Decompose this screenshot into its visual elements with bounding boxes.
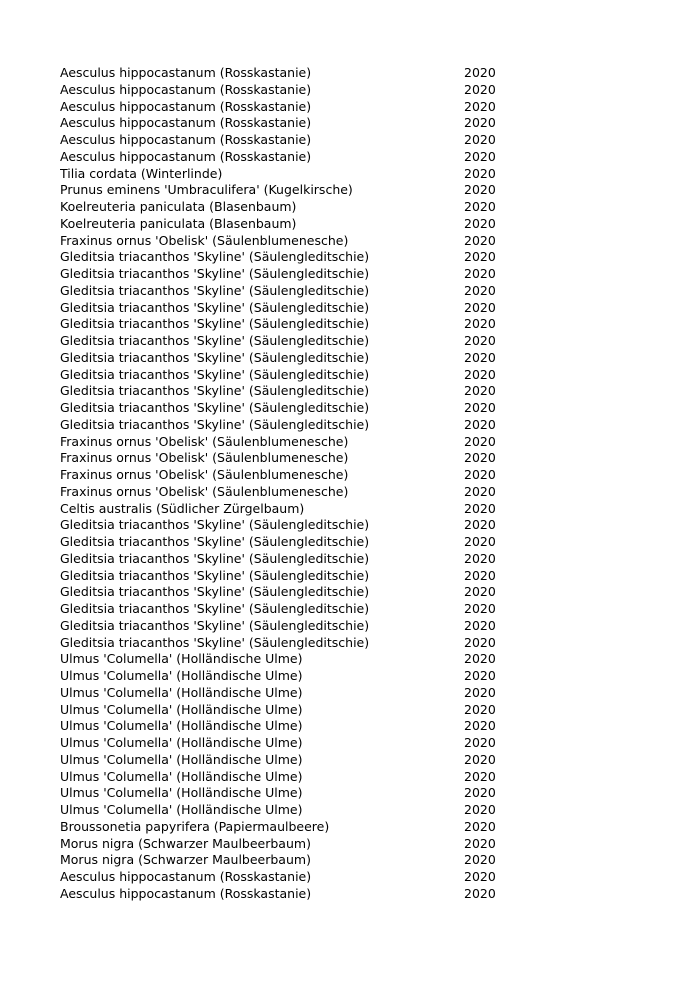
planting-year-cell: 2020 <box>464 584 496 600</box>
planting-year-cell: 2020 <box>464 517 496 533</box>
table-row <box>60 517 520 534</box>
table-row <box>60 316 520 333</box>
planting-year-cell: 2020 <box>464 550 496 566</box>
planting-year-cell: 2020 <box>464 483 496 499</box>
table-row <box>60 166 520 183</box>
table-row <box>60 417 520 434</box>
tree-species-cell: Broussonetia papyrifera (Papiermaulbeere) <box>60 818 330 834</box>
planting-year-cell: 2020 <box>464 450 496 466</box>
tree-species-cell: Aesculus hippocastanum (Rosskastanie) <box>60 98 312 114</box>
tree-species-cell: Gleditsia triacanthos 'Skyline' (Säulengleditschie) <box>60 567 370 583</box>
tree-species-cell: Prunus eminens 'Umbraculifera' (Kugelkirsche) <box>60 182 353 198</box>
table-row <box>60 383 520 400</box>
tree-species-cell: Ulmus 'Columella' (Holländische Ulme) <box>60 718 303 734</box>
planting-year-cell: 2020 <box>464 333 496 348</box>
planting-year-cell: 2020 <box>464 282 496 298</box>
planting-year-cell: 2020 <box>464 534 496 549</box>
planting-year-cell: 2020 <box>464 433 496 449</box>
table-row <box>60 836 520 853</box>
planting-year-cell: 2020 <box>464 199 496 214</box>
table-row <box>60 149 520 166</box>
tree-species-cell: Fraxinus ornus 'Obelisk' (Säulenblumenesche) <box>60 433 349 449</box>
tree-species-cell: Ulmus 'Columella' (Holländische Ulme) <box>60 785 303 801</box>
table-row <box>60 685 520 702</box>
tree-species-cell: Aesculus hippocastanum (Rosskastanie) <box>60 115 312 131</box>
tree-species-cell: Tilia cordata (Winterlinde) <box>60 165 223 181</box>
table-row <box>60 819 520 836</box>
table-row <box>60 534 520 551</box>
tree-species-cell: Gleditsia triacanthos 'Skyline' (Säulengleditschie) <box>60 400 370 415</box>
tree-species-cell: Gleditsia triacanthos 'Skyline' (Säulengleditschie) <box>60 601 370 616</box>
tree-species-cell: Gleditsia triacanthos 'Skyline' (Säulengleditschie) <box>60 416 370 432</box>
tree-species-cell: Gleditsia triacanthos 'Skyline' (Säulengleditschie) <box>60 550 370 566</box>
planting-year-cell: 2020 <box>464 601 496 616</box>
table-row <box>60 568 520 585</box>
planting-year-cell: 2020 <box>464 835 496 851</box>
tree-species-cell: Gleditsia triacanthos 'Skyline' (Säulengleditschie) <box>60 266 370 281</box>
planting-year-cell: 2020 <box>464 768 496 784</box>
tree-species-cell: Gleditsia triacanthos 'Skyline' (Säulengleditschie) <box>60 349 370 365</box>
tree-species-cell: Gleditsia triacanthos 'Skyline' (Säulengleditschie) <box>60 299 370 315</box>
tree-species-cell: Gleditsia triacanthos 'Skyline' (Säulengleditschie) <box>60 366 370 382</box>
planting-year-cell: 2020 <box>464 266 496 281</box>
planting-year-cell: 2020 <box>464 383 496 399</box>
planting-year-cell: 2020 <box>464 366 496 382</box>
tree-species-cell: Fraxinus ornus 'Obelisk' (Säulenblumenesche) <box>60 483 349 499</box>
table-row <box>60 886 520 903</box>
table-row <box>60 199 520 216</box>
tree-species-cell: Aesculus hippocastanum (Rosskastanie) <box>60 869 312 884</box>
table-row <box>60 266 520 283</box>
planting-year-cell: 2020 <box>464 785 496 801</box>
planting-year-cell: 2020 <box>464 617 496 633</box>
tree-species-cell: Ulmus 'Columella' (Holländische Ulme) <box>60 751 303 767</box>
table-row <box>60 132 520 149</box>
planting-year-cell: 2020 <box>464 249 496 265</box>
planting-year-cell: 2020 <box>464 65 496 80</box>
tree-species-cell: Ulmus 'Columella' (Holländische Ulme) <box>60 651 303 667</box>
planting-year-cell: 2020 <box>464 567 496 583</box>
planting-year-cell: 2020 <box>464 467 496 482</box>
tree-species-cell: Ulmus 'Columella' (Holländische Ulme) <box>60 668 303 683</box>
table-row <box>60 115 520 132</box>
tree-species-cell: Gleditsia triacanthos 'Skyline' (Säulengleditschie) <box>60 617 370 633</box>
planting-year-cell: 2020 <box>464 299 496 315</box>
table-row <box>60 869 520 886</box>
table-row <box>60 216 520 233</box>
tree-species-cell: Aesculus hippocastanum (Rosskastanie) <box>60 885 312 901</box>
table-row <box>60 551 520 568</box>
tree-species-cell: Gleditsia triacanthos 'Skyline' (Säulengleditschie) <box>60 282 370 298</box>
planting-year-cell: 2020 <box>464 416 496 432</box>
tree-species-cell: Gleditsia triacanthos 'Skyline' (Säulengleditschie) <box>60 383 370 399</box>
planting-year-cell: 2020 <box>464 98 496 114</box>
table-row <box>60 367 520 384</box>
tree-species-cell: Gleditsia triacanthos 'Skyline' (Säulengleditschie) <box>60 517 370 533</box>
planting-year-cell: 2020 <box>464 701 496 717</box>
tree-species-cell: Gleditsia triacanthos 'Skyline' (Säulengleditschie) <box>60 316 370 332</box>
table-row <box>60 350 520 367</box>
planting-year-cell: 2020 <box>464 751 496 767</box>
table-row <box>60 718 520 735</box>
tree-list-table <box>60 65 520 903</box>
tree-species-cell: Aesculus hippocastanum (Rosskastanie) <box>60 148 312 164</box>
table-row <box>60 484 520 501</box>
planting-year-cell: 2020 <box>464 718 496 734</box>
table-row <box>60 99 520 116</box>
planting-year-cell: 2020 <box>464 634 496 650</box>
tree-species-cell: Ulmus 'Columella' (Holländische Ulme) <box>60 735 303 750</box>
tree-species-cell: Ulmus 'Columella' (Holländische Ulme) <box>60 684 303 700</box>
tree-species-cell: Celtis australis (Südlicher Zürgelbaum) <box>60 500 305 516</box>
tree-species-cell: Gleditsia triacanthos 'Skyline' (Säulengleditschie) <box>60 634 370 650</box>
planting-year-cell: 2020 <box>464 182 496 198</box>
planting-year-cell: 2020 <box>464 818 496 834</box>
tree-species-cell: Fraxinus ornus 'Obelisk' (Säulenblumenesche) <box>60 232 349 248</box>
tree-species-cell: Fraxinus ornus 'Obelisk' (Säulenblumenesche) <box>60 450 349 466</box>
table-row <box>60 233 520 250</box>
tree-species-cell: Ulmus 'Columella' (Holländische Ulme) <box>60 768 303 784</box>
table-row <box>60 82 520 99</box>
table-row <box>60 333 520 350</box>
planting-year-cell: 2020 <box>464 684 496 700</box>
tree-species-cell: Aesculus hippocastanum (Rosskastanie) <box>60 65 312 80</box>
table-row <box>60 618 520 635</box>
tree-species-cell: Ulmus 'Columella' (Holländische Ulme) <box>60 701 303 717</box>
planting-year-cell: 2020 <box>464 852 496 868</box>
table-row <box>60 668 520 685</box>
planting-year-cell: 2020 <box>464 165 496 181</box>
planting-year-cell: 2020 <box>464 869 496 884</box>
planting-year-cell: 2020 <box>464 500 496 516</box>
table-row <box>60 651 520 668</box>
table-row <box>60 65 520 82</box>
tree-species-cell: Fraxinus ornus 'Obelisk' (Säulenblumenesche) <box>60 467 349 482</box>
planting-year-cell: 2020 <box>464 132 496 147</box>
tree-species-cell: Morus nigra (Schwarzer Maulbeerbaum) <box>60 852 311 868</box>
table-row <box>60 450 520 467</box>
table-row <box>60 283 520 300</box>
planting-year-cell: 2020 <box>464 316 496 332</box>
table-row <box>60 400 520 417</box>
tree-species-cell: Gleditsia triacanthos 'Skyline' (Säulengleditschie) <box>60 584 370 600</box>
table-row <box>60 702 520 719</box>
planting-year-cell: 2020 <box>464 81 496 97</box>
table-row <box>60 182 520 199</box>
planting-year-cell: 2020 <box>464 885 496 901</box>
table-row <box>60 501 520 518</box>
table-row <box>60 785 520 802</box>
table-row <box>60 300 520 317</box>
tree-species-cell: Morus nigra (Schwarzer Maulbeerbaum) <box>60 835 311 851</box>
tree-species-cell: Koelreuteria paniculata (Blasenbaum) <box>60 199 297 214</box>
planting-year-cell: 2020 <box>464 668 496 683</box>
planting-year-cell: 2020 <box>464 215 496 231</box>
tree-species-cell: Ulmus 'Columella' (Holländische Ulme) <box>60 802 303 817</box>
planting-year-cell: 2020 <box>464 115 496 131</box>
tree-species-cell: Gleditsia triacanthos 'Skyline' (Säulengleditschie) <box>60 534 370 549</box>
table-row <box>60 802 520 819</box>
table-row <box>60 752 520 769</box>
table-row <box>60 467 520 484</box>
table-row <box>60 584 520 601</box>
table-row <box>60 852 520 869</box>
tree-species-cell: Gleditsia triacanthos 'Skyline' (Säulengleditschie) <box>60 249 370 265</box>
planting-year-cell: 2020 <box>464 802 496 817</box>
planting-year-cell: 2020 <box>464 651 496 667</box>
table-row <box>60 434 520 451</box>
planting-year-cell: 2020 <box>464 735 496 750</box>
planting-year-cell: 2020 <box>464 400 496 415</box>
tree-species-cell: Gleditsia triacanthos 'Skyline' (Säulengleditschie) <box>60 333 370 348</box>
tree-species-cell: Aesculus hippocastanum (Rosskastanie) <box>60 81 312 97</box>
planting-year-cell: 2020 <box>464 232 496 248</box>
planting-year-cell: 2020 <box>464 148 496 164</box>
planting-year-cell: 2020 <box>464 349 496 365</box>
table-row <box>60 769 520 786</box>
table-row <box>60 635 520 652</box>
tree-species-cell: Koelreuteria paniculata (Blasenbaum) <box>60 215 297 231</box>
table-row <box>60 601 520 618</box>
table-row <box>60 735 520 752</box>
table-row <box>60 249 520 266</box>
tree-species-cell: Aesculus hippocastanum (Rosskastanie) <box>60 132 312 147</box>
